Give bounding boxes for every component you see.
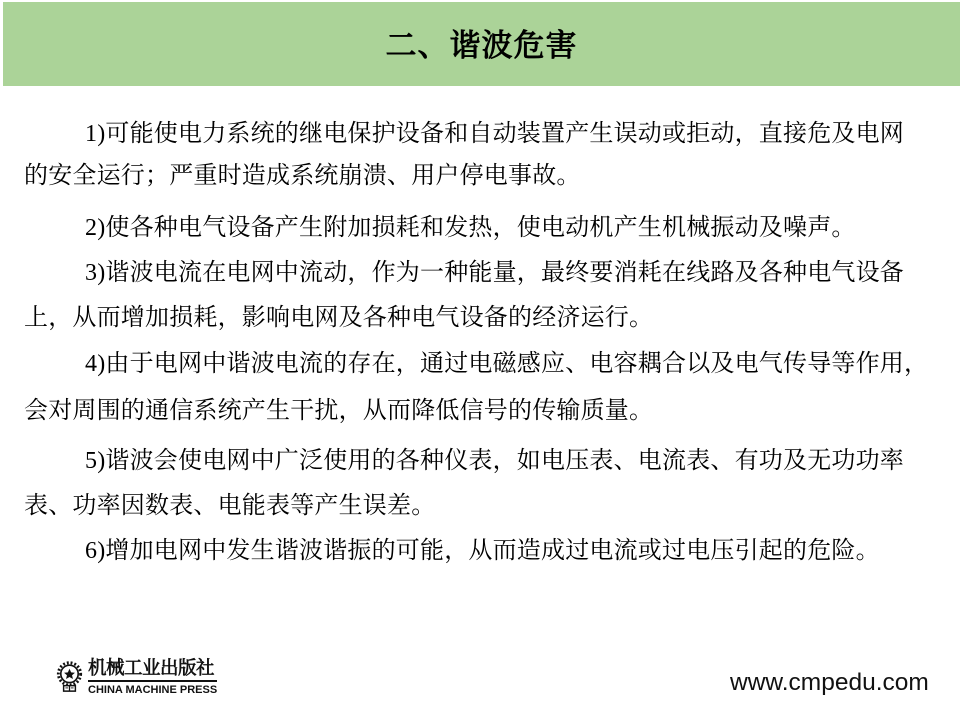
body-text-line: 上，从而增加损耗，影响电网及各种电气设备的经济运行。 bbox=[24, 305, 654, 331]
body-text-line: 5)谐波会使电网中广泛使用的各种仪表，如电压表、电流表、有功及无功功率 bbox=[85, 448, 904, 474]
body-text-line: 6)增加电网中发生谐波谐振的可能，从而造成过电流或过电压引起的危险。 bbox=[85, 538, 880, 564]
body-text-line: 2)使各种电气设备产生附加损耗和发热，使电动机产生机械振动及噪声。 bbox=[85, 215, 856, 241]
slide-title: 二、谐波危害 bbox=[385, 27, 578, 63]
publisher-logo bbox=[55, 659, 217, 696]
publisher-name-cn: 机械工业出版社 bbox=[88, 659, 217, 682]
slide-header bbox=[3, 2, 960, 86]
body-text-line: 1)可能使电力系统的继电保护设备和自动装置产生误动或拒动，直接危及电网 bbox=[85, 121, 904, 147]
body-text-line: 4)由于电网中谐波电流的存在，通过电磁感应、电容耦合以及电气传导等作用， bbox=[85, 351, 929, 377]
body-text-line: 表、功率因数表、电能表等产生误差。 bbox=[24, 493, 436, 519]
publisher-text-block bbox=[88, 659, 217, 696]
body-text-line: 的安全运行；严重时造成系统崩溃、用户停电事故。 bbox=[24, 163, 581, 189]
gear-star-book-icon bbox=[55, 661, 84, 694]
body-text-line: 会对周围的通信系统产生干扰，从而降低信号的传输质量。 bbox=[24, 398, 654, 424]
website-url: www.cmpedu.com bbox=[730, 669, 929, 696]
body-text-line: 3)谐波电流在电网中流动，作为一种能量，最终要消耗在线路及各种电气设备 bbox=[85, 260, 904, 286]
publisher-name-en: CHINA MACHINE PRESS bbox=[88, 683, 218, 696]
